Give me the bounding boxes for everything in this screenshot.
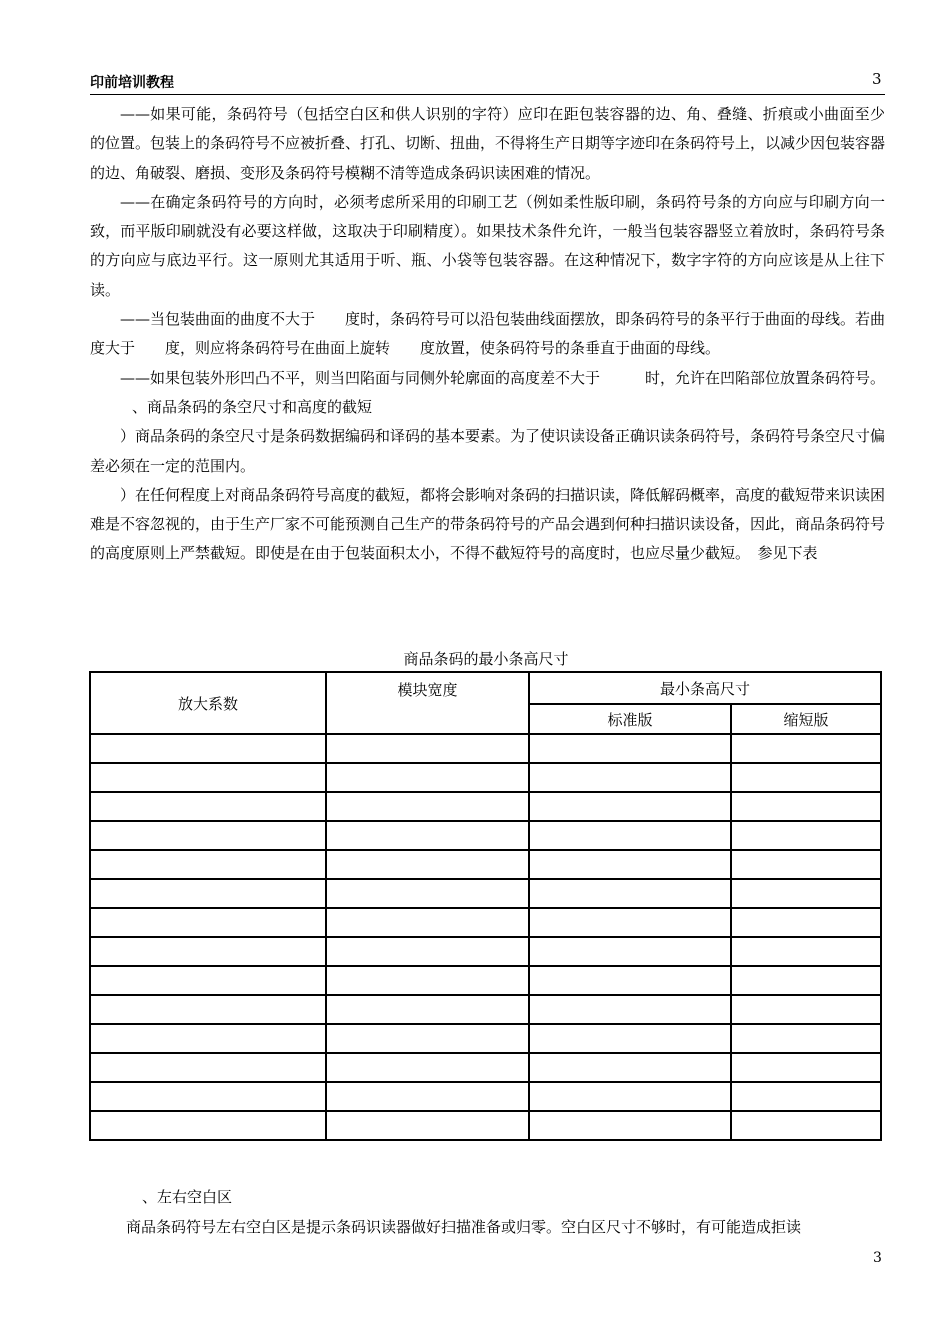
table-row xyxy=(90,821,881,850)
paragraph: ——如果可能，条码符号（包括空白区和供人识别的字符）应印在距包装容器的边、角、叠缝、折痕或小曲面至少 的位置。包装上的条码符号不应被折叠、打孔、切断、扭曲，不得将生产日期等字迹印在条码符号上，以减少因包装容器的边、角破裂、磨损、变形及条码符号模糊不清等造成条码识读困难的情况。 xyxy=(90,105,916,182)
running-header-title: 印前培训教程 xyxy=(90,75,174,91)
table-cell xyxy=(326,763,529,792)
table-row xyxy=(90,879,881,908)
table-cell xyxy=(90,966,326,995)
table-row xyxy=(90,995,881,1024)
table-cell xyxy=(731,908,881,937)
table-cell xyxy=(326,850,529,879)
body-text xyxy=(90,100,916,569)
table-cell xyxy=(731,821,881,850)
paragraph: ——在确定条码符号的方向时，必须考虑所采用的印刷工艺（例如柔性版印刷，条码符号条的方向应与印刷方向一致，而平版印刷就没有必要这样做，这取决于印刷精度）。如果技术条件允许，一般当包装容器竖立着放时，条码符号条的方向应与底边平行。这一原则尤其适用于听、瓶、小袋等包装容器。在这种情况下，数字字符的方向应该是从上往下读。 xyxy=(90,192,885,299)
table-cell xyxy=(731,1024,881,1053)
table-cell xyxy=(326,995,529,1024)
paragraph: ——如果包装外形凹凸不平，则当凹陷面与同侧外轮廓面的高度差不大于 时，允许在凹陷部位放置条码符号。 xyxy=(120,368,886,387)
section-heading: 、商品条码的条空尺寸和高度的截短 xyxy=(132,397,373,416)
table-cell xyxy=(326,908,529,937)
table-row xyxy=(90,937,881,966)
paragraph: 商品条码符号左右空白区是提示条码识读器做好扫描准备或归零。空白区尺寸不够时，有可能造成拒读 xyxy=(126,1218,802,1236)
section-heading: 、左右空白区 xyxy=(142,1188,233,1206)
table-cell xyxy=(529,763,731,792)
header-rule xyxy=(90,94,885,95)
table-row xyxy=(90,792,881,821)
table-row xyxy=(90,1082,881,1111)
list-item: ）商品条码的条空尺寸是条码数据编码和译码的基本要素。为了使识读设备正确识读条码符号，条码符号条空尺寸偏差必须在一定的范围内。 xyxy=(90,427,886,475)
table-cell xyxy=(90,908,326,937)
header-min-bar-height: 最小条高尺寸 xyxy=(529,672,881,704)
table-row xyxy=(90,850,881,879)
table-cell xyxy=(90,1082,326,1111)
bar-height-table xyxy=(89,671,882,1141)
table-cell xyxy=(731,734,881,763)
table-cell xyxy=(326,734,529,763)
header-module-width: 模块宽度 xyxy=(326,672,529,734)
table-cell xyxy=(326,879,529,908)
table-cell xyxy=(529,1024,731,1053)
table-cell xyxy=(731,879,881,908)
table-cell xyxy=(90,734,326,763)
table-cell xyxy=(529,821,731,850)
table-row xyxy=(90,908,881,937)
table-cell xyxy=(529,879,731,908)
table-row xyxy=(90,734,881,763)
table-cell xyxy=(90,1024,326,1053)
table-cell xyxy=(326,966,529,995)
list-item: ）在任何程度上对商品条码符号高度的截短，都将会影响对条码的扫描识读，降低解码概率，高度的截短带来识读困难是不容忽视的，由于生产厂家不可能预测自己生产的带条码符号的产品会遇到何种扫描识读设备，因此，商品条码符号的高度原则上严禁截短。即使是在由于包装面积太小，不得不截短符号的高度时，也应尽量少截短。 参见下表 xyxy=(90,485,886,563)
table-cell xyxy=(326,1111,529,1140)
section-quiet-zone xyxy=(90,1182,885,1242)
table-cell xyxy=(731,995,881,1024)
table-cell xyxy=(731,763,881,792)
table-cell xyxy=(90,792,326,821)
table-cell xyxy=(529,937,731,966)
table-cell xyxy=(731,937,881,966)
table-cell xyxy=(90,879,326,908)
table-cell xyxy=(326,937,529,966)
table-cell xyxy=(529,995,731,1024)
paragraph: ——当包装曲面的曲度不大于 度时，条码符号可以沿包装曲线面摆放，即条码符号的条平行于曲面的母线。若曲度大于 度，则应将条码符号在曲面上旋转 度放置，使条码符号的条垂直于曲面的母线。 xyxy=(90,310,886,358)
table-cell xyxy=(90,995,326,1024)
table-cell xyxy=(529,966,731,995)
table-row xyxy=(90,966,881,995)
table-cell xyxy=(529,908,731,937)
table-cell xyxy=(731,1111,881,1140)
table-cell xyxy=(731,1082,881,1111)
table-cell xyxy=(326,821,529,850)
table-row xyxy=(90,1111,881,1140)
table-row xyxy=(90,1053,881,1082)
table-cell xyxy=(529,1082,731,1111)
table-cell xyxy=(529,850,731,879)
table-cell xyxy=(529,792,731,821)
table-cell xyxy=(90,1053,326,1082)
table-caption: 商品条码的最小条高尺寸 xyxy=(403,650,569,668)
table-cell xyxy=(90,763,326,792)
table-cell xyxy=(90,937,326,966)
header-magnification: 放大系数 xyxy=(90,672,326,734)
table-cell xyxy=(529,1053,731,1082)
table-cell xyxy=(90,850,326,879)
header-shortened: 缩短版 xyxy=(731,704,881,734)
footer-page-number: 3 xyxy=(873,1250,882,1266)
table-row xyxy=(90,763,881,792)
table-cell xyxy=(326,1082,529,1111)
table-cell xyxy=(529,734,731,763)
table-row xyxy=(90,1024,881,1053)
table-cell xyxy=(326,792,529,821)
table-cell xyxy=(529,1111,731,1140)
table-cell xyxy=(731,966,881,995)
header-page-number: 3 xyxy=(872,70,882,88)
table-cell xyxy=(90,821,326,850)
header-standard: 标准版 xyxy=(529,704,731,734)
table-cell xyxy=(326,1024,529,1053)
table-cell xyxy=(731,850,881,879)
table-cell xyxy=(326,1053,529,1082)
table-cell xyxy=(731,792,881,821)
table-cell xyxy=(90,1111,326,1140)
table-cell xyxy=(731,1053,881,1082)
